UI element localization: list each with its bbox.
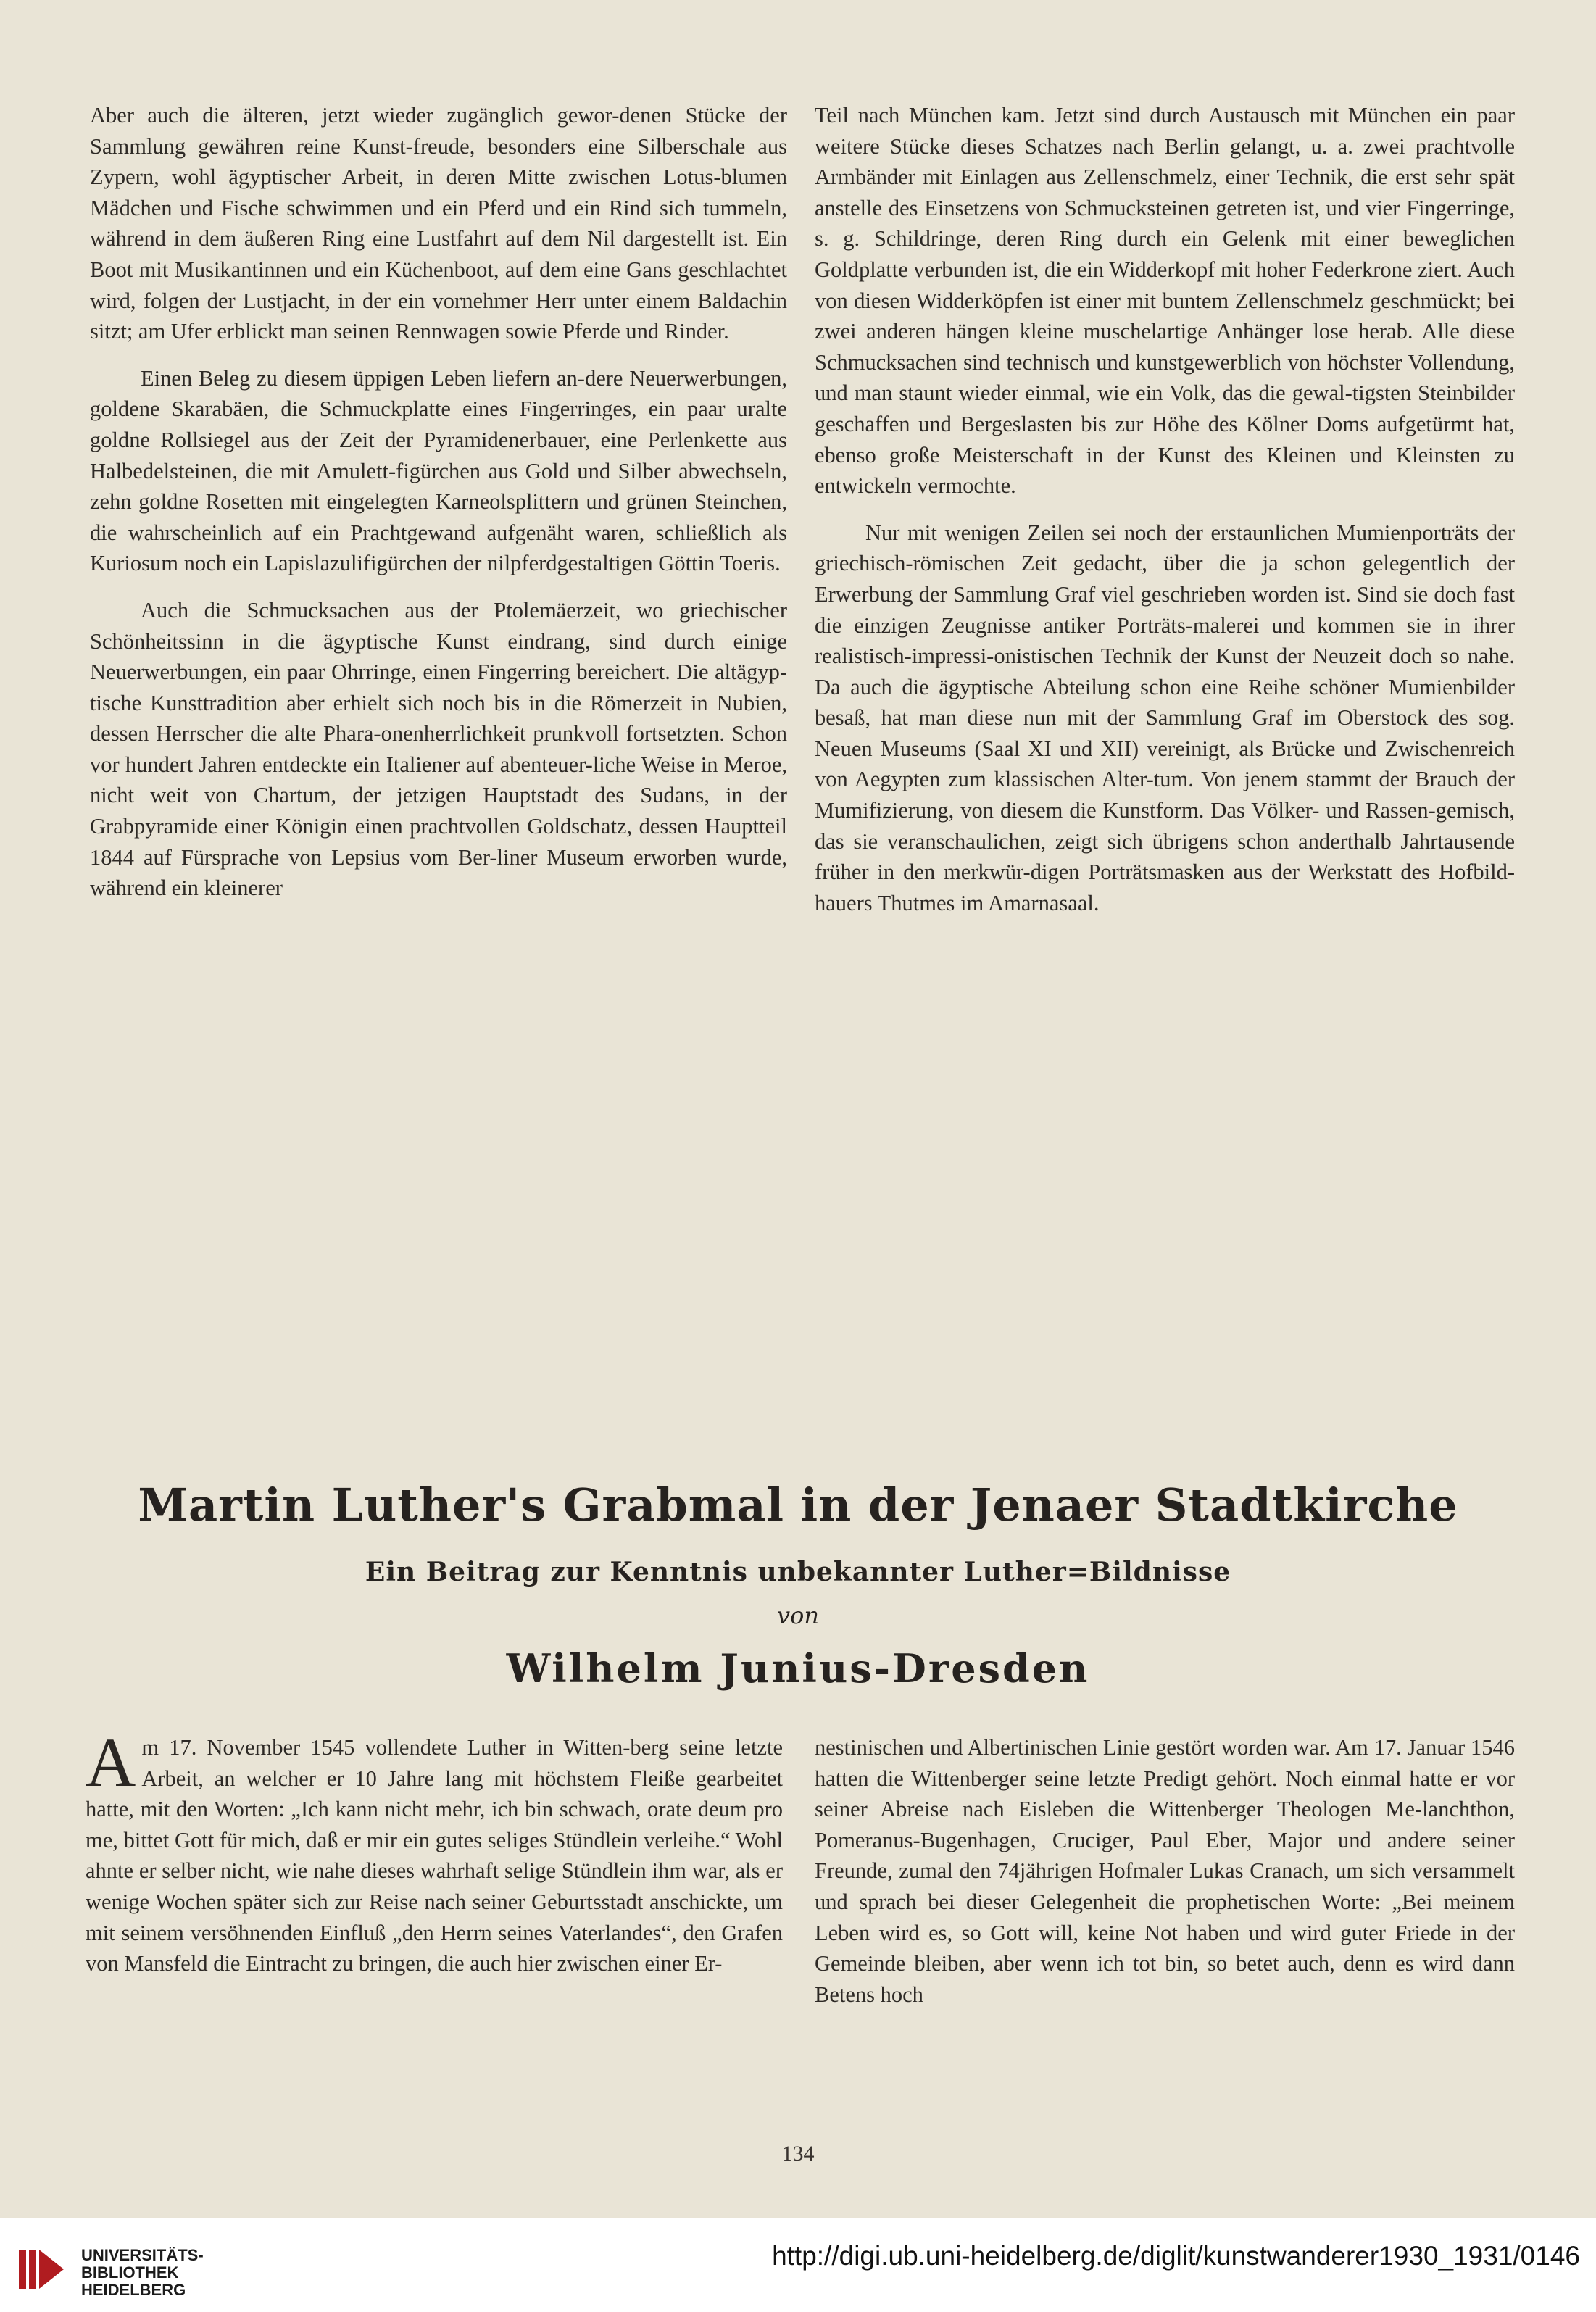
library-logo-icon	[16, 2244, 67, 2295]
article-title: Martin Luther's Grabmal in der Jenaer Stadtkirche	[138, 1479, 1458, 1531]
article-right-column	[815, 1732, 1515, 2010]
top-right-column	[815, 100, 1515, 918]
drop-cap: A	[86, 1723, 136, 1801]
paragraph: Auch die Schmucksachen aus der Ptolemäerzeit, wo griechischer Schönheitssinn in die ägyptische Kunst eindrang, sind durch einige Neuerwerbungen, ein paar Ohrringe, einen Fingerring bereichert. Die altägyp-tische Kunsttradition aber erhielt sich noch bis in die Römerzeit in Nubien, dessen Herrscher die alte Phara-onenherrlichkeit prunkvoll fortsetzten. Schon vor hundert Jahren entdeckte ein Italiener auf abenteuer-liche Weise in Meroe, nicht weit von Chartum, der jetzigen Hauptstadt des Sudans, in der Grabpyramide einer Königin einen prachtvollen Goldschatz, dessen Hauptteil 1844 auf Fürsprache von Lepsius vom Ber-liner Museum erworben wurde, während ein kleinerer	[90, 597, 787, 901]
paragraph: Nur mit wenigen Zeilen sei noch der erstaunlichen Mumienporträts der griechisch-römischen Zeit gedacht, über die ja schon gelegentlich der Erwerbung der Sammlung Graf viel geschrieben worden ist. Sind sie doch fast die einzigen Zeugnisse antiker Porträts-malerei und kommen sie in ihrer realistisch-impressi-onistischen Technik der Kunst der Neuzeit doch so nahe. Da auch die ägyptische Abteilung schon eine Reihe schöner Mumienbilder besaß, hat man diese nun mit der Sammlung Graf im Oberstock des sog. Neuen Museums (Saal XI und XII) vereinigt, als Brücke und Zwischenreich von Aegypten zum klassischen Alter-tum. Von jenem stammt der Brauch der Mumifizierung, von diesem die Kunstform. Das Völker- und Rassen-gemisch, das sie veranschaulichen, zeigt sich übrigens schon anderthalb Jahrtausende früher in den merkwür-digen Porträtsmasken aus der Werkstatt des Hofbild-hauers Thutmes im Amarnasaal.	[815, 520, 1515, 915]
source-url[interactable]: http://digi.ub.uni-heidelberg.de/diglit/kunstwanderer1930_1931/0146	[772, 2241, 1580, 2271]
top-left-column	[90, 100, 787, 904]
article-author: Wilhelm Junius-Dresden	[506, 1645, 1090, 1692]
paragraph	[86, 1723, 783, 1979]
byline-von: von	[777, 1602, 819, 1629]
paragraph: Teil nach München kam. Jetzt sind durch Austausch mit München ein paar weitere Stücke dieses Schatzes nach Berlin gelangt, u. a. zwei prachtvolle Armbänder mit Einlagen aus Zellenschmelz, einer Technik, die erst sehr spät anstelle des Einsetzens von Schmucksteinen getreten ist, und vier Fingerringe, s. g. Schildringe, deren Ring durch ein Gelenk mit einer beweglichen Goldplatte verbunden ist, die ein Widderkopf mit hoher Federkrone ziert. Auch von diesen Widderköpfen ist einer mit buntem Zellenschmelz geschmückt; bei zwei anderen hängen kleine muschelartige Anhänger lose herab. Alle diese Schmucksachen sind technisch und kunstgewerblich von höchster Vollendung, und man staunt wieder einmal, wie ein Volk, das die gewal-tigsten Steinbilder geschaffen und Bergeslasten bis zur Höhe des Kölner Doms aufgetürmt hat, ebenso große Meisterschaft in der Kunst des Kleinen und Kleinsten zu entwickeln vermochte.	[815, 103, 1515, 499]
paragraph-text: m 17. November 1545 vollendete Luther in Witten-berg seine letzte Arbeit, an welcher er 10 Jahre lang mit höchstem Fleiße gearbeitet hatte, mit den Worten: „Ich kann nicht mehr, ich bin schwach, orate deum pro me, bittet Gott für mich, daß er mir ein gutes seliges Stündlein verleihe.“ Wohl ahnte er selber nicht, wie nahe dieses wahrhaft selige Stündlein ihm war, als er wenige Wochen später sich zur Reise nach seiner Geburtsstadt anschickte, um mit seinem versöhnenden Einfluß „den Herrn seines Vaterlandes“, den Grafen von Mansfeld die Eintracht zu bringen, die auch hier zwischen einer Er-	[86, 1735, 783, 1976]
page-number: 134	[781, 2142, 815, 2166]
paragraph: Aber auch die älteren, jetzt wieder zugänglich gewor-denen Stücke der Sammlung gewähren reine Kunst-freude, besonders eine Silberschale aus Zypern, wohl ägyptischer Arbeit, in deren Mitte zwischen Lotus-blumen Mädchen und Fische schwimmen und ein Pferd und ein Rind sich tummeln, während in dem äußeren Ring eine Lustfahrt auf dem Nil dargestellt ist. Ein Boot mit Musikantinnen und ein Küchenboot, auf dem eine Gans geschlachtet wird, folgen der Lustjacht, in der ein vornehmer Herr unter einem Baldachin sitzt; am Ufer erblickt man seinen Rennwagen sowie Pferde und Rinder.	[90, 103, 787, 344]
paragraph: Einen Beleg zu diesem üppigen Leben liefern an-dere Neuerwerbungen, goldene Skarabäen, die Schmuckplatte eines Fingerringes, ein paar uralte goldne Rollsiegel aus der Zeit der Pyramidenerbauer, eine Perlenkette aus Halbedelsteinen, die mit Amulett-figürchen aus Gold und Silber abwechseln, zehn goldne Rosetten mit eingelegten Karneolsplittern und grünen Steinchen, die wahrscheinlich auf ein Prachtgewand aufgenäht waren, schließlich als Kuriosum noch ein Lapislazulifigürchen der nilpferdgestaltigen Göttin Toeris.	[90, 365, 787, 576]
paragraph: nestinischen und Albertinischen Linie gestört worden war. Am 17. Januar 1546 hatten die Wittenberger seine letzte Predigt gehört. Noch einmal hatte er vor seiner Abreise nach Eisleben die Wittenberger Theologen Me-lanchthon, Pomeranus-Bugenhagen, Cruciger, Paul Eber, Major und andere seiner Freunde, zumal den 74jährigen Hofmaler Lukas Cranach, um sich versammelt und sprach bei dieser Gelegenheit die prophetischen Worte: „Bei meinem Leben wird es, so Gott will, keine Not haben und wird guter Friede in der Gemeinde bleiben, aber wenn ich tot bin, so betet auch, denn es wird dann Betens hoch	[815, 1735, 1515, 2007]
library-name	[81, 2247, 204, 2299]
library-name-line: BIBLIOTHEK	[81, 2263, 179, 2282]
article-subtitle: Ein Beitrag zur Kenntnis unbekannter Luther=Bildnisse	[365, 1557, 1231, 1587]
library-name-line: UNIVERSITÄTS-	[81, 2246, 204, 2264]
library-name-line: HEIDELBERG	[81, 2281, 186, 2299]
article-left-column	[86, 1723, 783, 1979]
